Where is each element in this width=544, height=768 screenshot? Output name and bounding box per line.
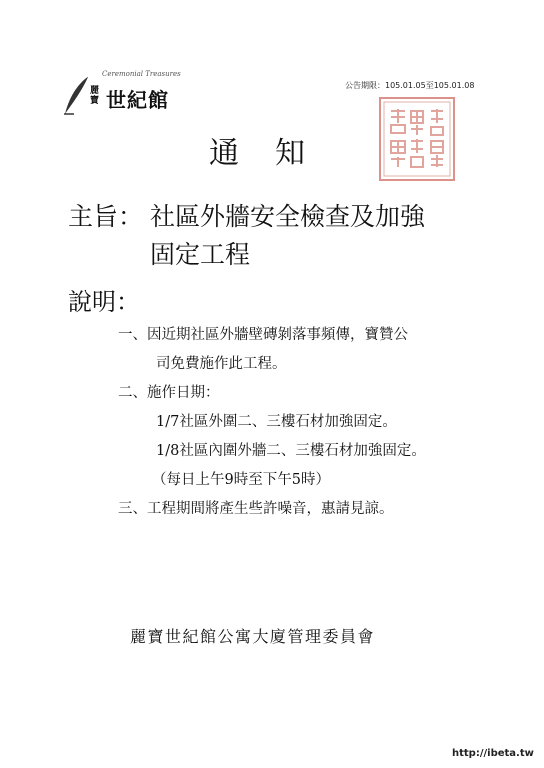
committee-signature: 麗寶世紀館公寓大廈管理委員會 [130, 627, 376, 646]
list-item: 司免費施作此工程。 [156, 356, 287, 372]
explanation-items [118, 321, 426, 524]
list-item: 一、因近期社區外牆壁磚剝落事頻傳，寶贊公 [118, 327, 408, 343]
list-item: 三、工程期間將產生些許噪音，惠請見諒。 [118, 501, 394, 517]
official-seal [377, 95, 457, 183]
logo-small-chars: 麗寶 [90, 86, 100, 106]
subject-label: 主旨： [68, 202, 144, 231]
subject-line-2: 固定工程 [150, 240, 251, 269]
list-item: 1/8社區內圍外牆二、三樓石材加強固定。 [156, 443, 426, 459]
subject [68, 198, 425, 274]
feather-icon [62, 74, 92, 116]
notice-title: 通知 [209, 136, 341, 171]
watermark: http://ibeta.tw [452, 748, 534, 759]
subject-line-1: 社區外牆安全檢查及加強 [150, 202, 426, 231]
list-item: 1/7社區外圍二、三樓石材加強固定。 [156, 414, 397, 430]
logo-main-text: 世紀館 [106, 88, 169, 112]
list-item: （每日上午9時至下午5時） [152, 472, 330, 488]
logo [62, 70, 212, 120]
list-item: 二、施作日期： [118, 385, 220, 401]
notice-period: 公告期限：105.01.05至105.01.08 [345, 81, 475, 90]
explanation-label: 說明： [68, 288, 140, 316]
logo-script-text: Ceremonial Treasures [102, 70, 181, 78]
